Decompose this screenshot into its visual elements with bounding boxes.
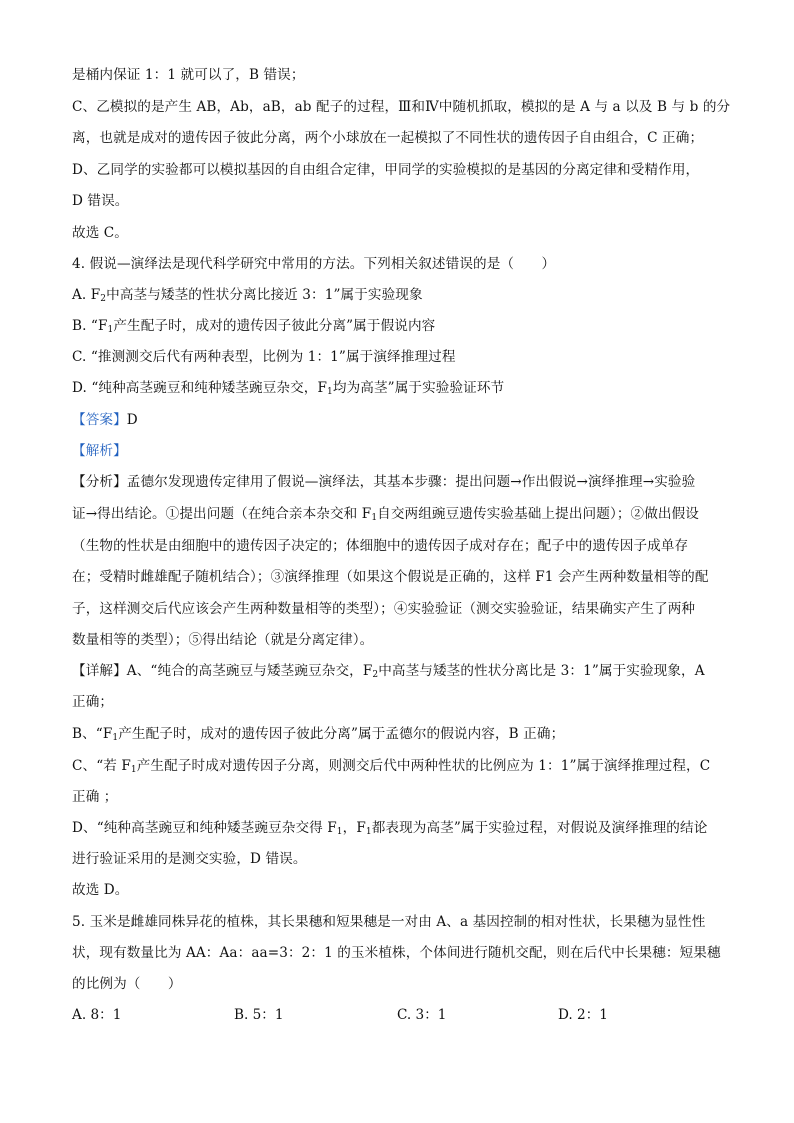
fenxi-line: 子，这样测交后代应该会产生两种数量相等的类型）；④实验验证（测交实验验证，结果确实产生了两种 [72,601,696,617]
fenxi-line: 【分析】孟德尔发现遗传定律用了假说—演绎法，其基本步骤：提出问题→作出假说→演绎推理→实验验 [72,474,696,490]
question-5-stem: 的比例为（ ） [72,976,182,992]
question-4-stem: 4. 假说—演绎法是现代科学研究中常用的方法。下列相关叙述错误的是（ ） [72,256,556,272]
text-line: C、乙模拟的是产生 AB，Ab，aB，ab 配子的过程，Ⅲ和Ⅳ中随机抓取，模拟的是 A 与 a 以及 B 与 b 的分 [72,99,731,115]
fenxi-line: 证→得出结论。①提出问题（在纯合亲本杂交和 $F_1$自交两组豌豆遗传实验基础上提出问题）；②做出假设 [72,506,700,523]
xiangjie-line: 进行验证采用的是测交实验，D 错误。 [72,851,307,867]
q5-option-c: C. 3：1 [397,1007,447,1023]
fenxi-tag: 【分析】 [72,474,127,490]
fenxi-line: （生物的性状是由细胞中的遗传因子决定的；体细胞中的遗传因子成对存在；配子中的遗传因子成单存 [72,538,689,554]
fenxi-line: 在；受精时雌雄配子随机结合）；③演绎推理（如果这个假说是正确的，这样 F1 会产生两种数量相等的配 [72,569,709,585]
question-5-stem: 5. 玉米是雌雄同株异花的植株，其长果穗和短果穗是一对由 A、a 基因控制的相对性状，长果穗为显性性 [72,914,706,930]
xiangjie-line: C、“若 $F_1$产生配子时成对遗传因子分离，则测交后代中两种性状的比例应为 1：1”属于演绎推理过程，C [72,758,711,775]
q4-option-b: B. “$F_1$产生配子时，成对的遗传因子彼此分离”属于假说内容 [72,318,436,335]
q4-option-c: C. “推测测交后代有两种表型，比例为 1：1”属于演绎推理过程 [72,349,456,365]
analysis-heading: 【解析】 [72,443,127,459]
q5-options [72,1006,722,1024]
xiangjie-line: B、“$F_1$产生配子时，成对的遗传因子彼此分离”属于孟德尔的假说内容，B 正确； [72,726,565,743]
answer-value: D [126,412,138,428]
q5-option-b: B. 5：1 [234,1007,284,1023]
q4-option-d: D. “纯种高茎豌豆和纯种矮茎豌豆杂交，$F_1$均为高茎”属于实验验证环节 [72,380,505,397]
text-line: 是桶内保证 1：1 就可以了，B 错误； [72,67,305,83]
answer-tag: 【答案】 [72,412,127,428]
text-line: 故选 C。 [72,225,129,241]
xiangjie-conclusion: 故选 D。 [72,882,129,898]
text-line: D、乙同学的实验都可以模拟基因的自由组合定律，甲同学的实验模拟的是基因的分离定律和受精作用， [72,162,700,178]
question-5-stem: 状，现有数量比为 AA：Aa：aa=3：2：1 的玉米植株，个体间进行随机交配，则在后代中长果穗：短果穗 [72,945,721,961]
xiangjie-tag: 【详解】 [72,663,127,679]
xiangjie-line: D、“纯种高茎豌豆和纯种矮茎豌豆杂交得 $F_1$，$F_1$都表现为高茎”属于实验过程，对假说及演绎推理的结论 [72,820,708,837]
xiangjie-line: 【详解】A、“纯合的高茎豌豆与矮茎豌豆杂交，$F_2$中高茎与矮茎的性状分离比是 3：1”属于实验现象，A [72,663,705,680]
q5-option-a: A. 8：1 [72,1007,122,1023]
q4-option-a: A. $F_2$中高茎与矮茎的性状分离比接近 3：1”属于实验现象 [72,287,423,304]
xiangjie-line: 正确； [72,694,114,710]
text-line: 离，也就是成对的遗传因子彼此分离，两个小球放在一起模拟了不同性状的遗传因子自由组合，C 正确； [72,130,704,146]
xiangjie-line: 正确 ； [72,789,118,805]
text-line: D 错误。 [72,193,129,209]
q5-option-d: D. 2：1 [558,1007,608,1023]
fenxi-line: 数量相等的类型）；⑤得出结论（就是分离定律）。 [72,632,374,648]
answer-line [72,411,722,429]
